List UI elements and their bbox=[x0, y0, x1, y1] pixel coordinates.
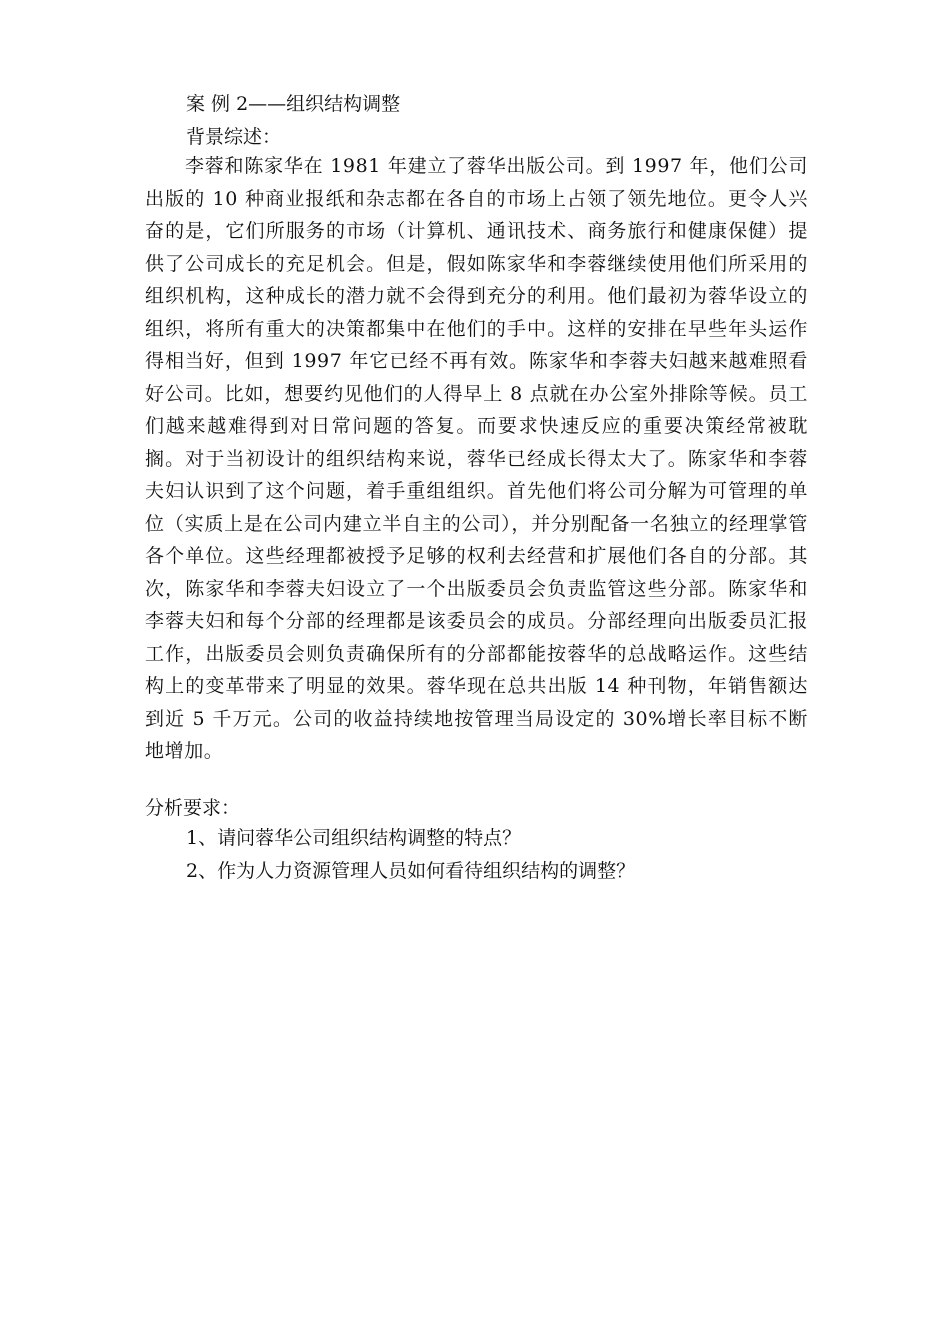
case-body-paragraph: 李蓉和陈家华在 1981 年建立了蓉华出版公司。到 1997 年，他们公司出版的 10 种商业报纸和杂志都在各自的市场上占领了领先地位。更令人兴奋的是，它们所服务的市场（计算机、通讯技术、商务旅行和健康保健）提供了公司成长的充足机会。但是，假如陈家华和李蓉继续使用他们所采用的组织机构，这种成长的潜力就不会得到充分的利用。他们最初为蓉华设立的组织，将所有重大的决策都集中在他们的手中。这样的安排在早些年头运作得相当好，但到 1997 年它已经不再有效。陈家华和李蓉夫妇越来越难照看好公司。比如，想要约见他们的人得早上 8 点就在办公室外排除等候。员工们越来越难得到对日常问题的答复。而要求快速反应的重要决策经常被耽搁。对于当初设计的组织结构来说，蓉华已经成长得太大了。陈家华和李蓉夫妇认识到了这个问题，着手重组组织。首先他们将公司分解为可管理的单位（实质上是在公司内建立半自主的公司），并分别配备一名独立的经理掌管各个单位。这些经理都被授予足够的权利去经营和扩展他们各自的分部。其次，陈家华和李蓉夫妇设立了一个出版委员会负责监管这些分部。陈家华和李蓉夫妇和每个分部的经理都是该委员会的成员。分部经理向出版委员汇报工作，出版委员会则负责确保所有的分部都能按蓉华的总战略运作。这些结构上的变革带来了明显的效果。蓉华现在总共出版 14 种刊物，年销售额达到近 5 千万元。公司的收益持续地按管理当局设定的 30%增长率目标不断地增加。 bbox=[145, 155, 808, 762]
question-item-2: 2、作为人力资源管理人员如何看待组织结构的调整？ bbox=[186, 860, 636, 882]
case-title: 案 例 2——组织结构调整 bbox=[186, 93, 401, 115]
question-item-1: 1、请问蓉华公司组织结构调整的特点？ bbox=[186, 827, 522, 849]
background-heading: 背景综述： bbox=[186, 126, 282, 148]
analysis-heading: 分析要求： bbox=[145, 797, 241, 819]
